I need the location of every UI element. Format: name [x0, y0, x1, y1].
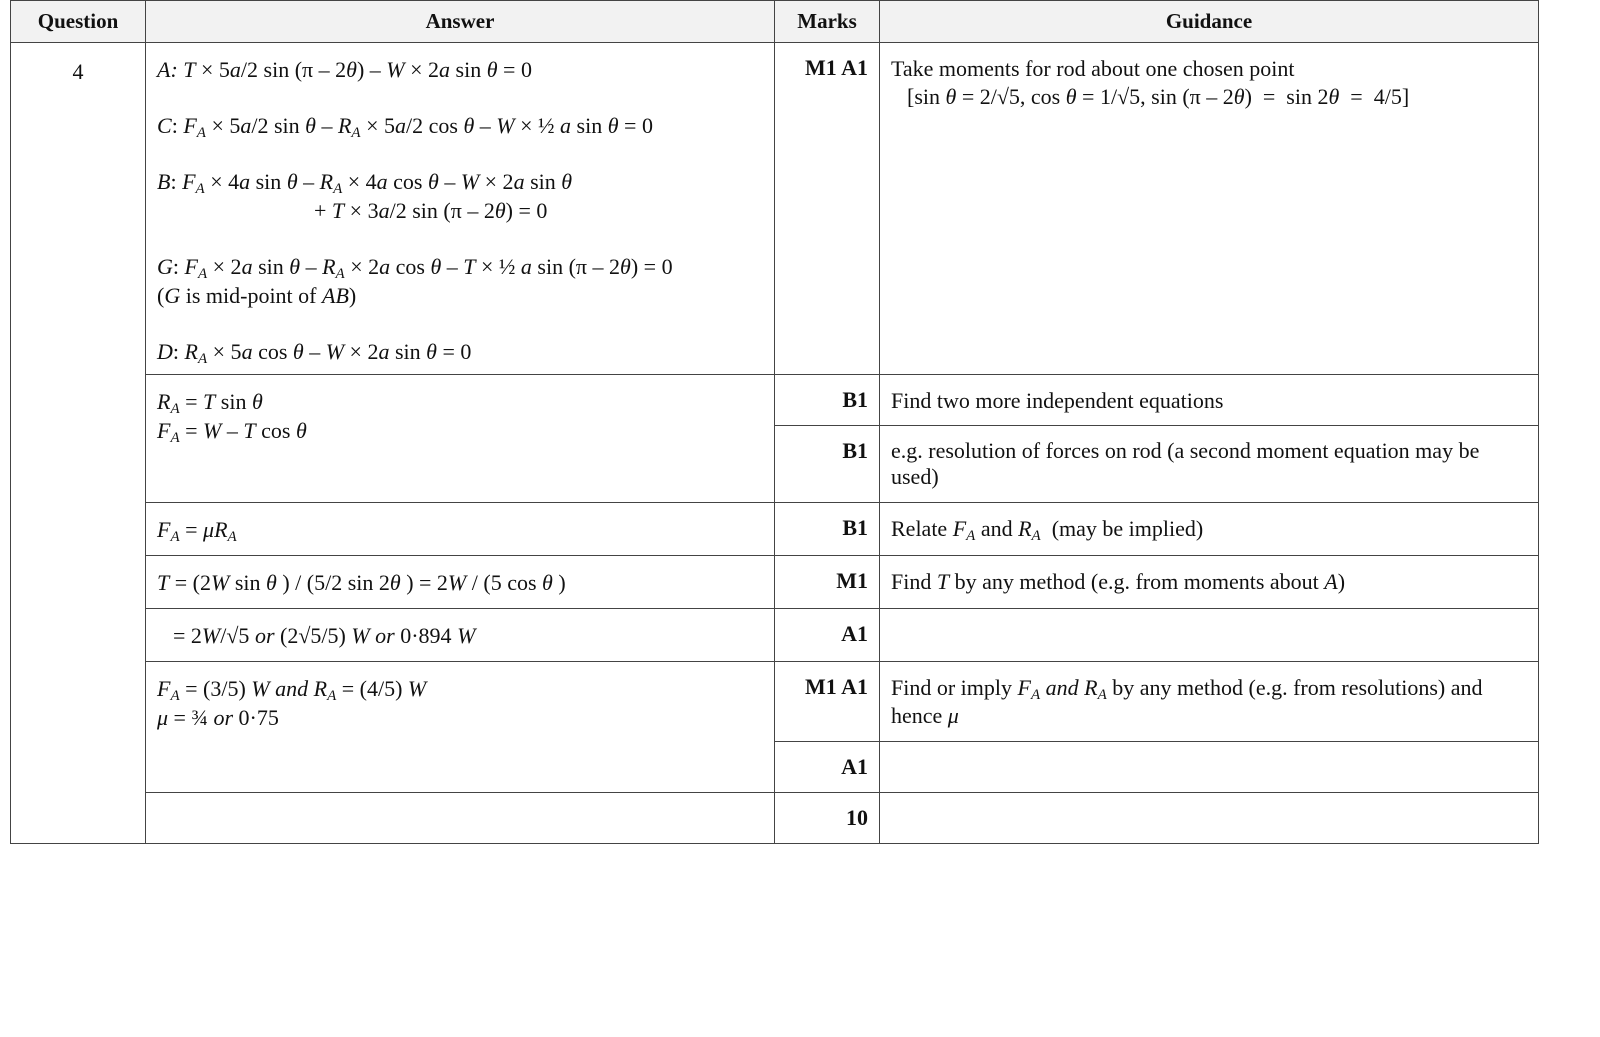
marks-m1-t: M1 — [775, 556, 880, 609]
answer-t: T = (2W sin θ ) / (5/2 sin 2θ ) = 2W / (5 cos θ ) — [146, 556, 775, 609]
guidance-resolution: e.g. resolution of forces on rod (a second moment equation may be used) — [880, 426, 1539, 503]
moment-d-equation: D: $R_A \times 5a$ cos θ – W × 2a sin θ = 0 — [157, 339, 472, 367]
answer-t-value: = 2W/√5 or (2√5/5) W or 0·894 W — [146, 609, 775, 662]
answer-empty — [146, 793, 775, 844]
answer-friction: $F_A = \mu R_A$ — [146, 503, 775, 556]
guidance-empty — [880, 609, 1539, 662]
table-row — [11, 375, 1539, 426]
marks-a1-t: A1 — [775, 609, 880, 662]
final-forces: $F_A = (3/5)$ W and $R_A = (4/5)$ W — [157, 676, 427, 704]
guidance-moments-line1: Take moments for rod about one chosen point — [891, 56, 1295, 81]
guidance-empty — [880, 742, 1539, 793]
marks-total: 10 — [775, 793, 880, 844]
marks-m1-final: M1 A1 — [775, 662, 880, 742]
mark-scheme-table — [10, 0, 1539, 844]
guidance-find-t: Find T by any method (e.g. from moments about A) — [880, 556, 1539, 609]
header-row — [11, 1, 1539, 43]
final-mu: μ = ¾ or 0·75 — [157, 705, 279, 730]
moment-b-equation: B: $F_A \times 4a$ $\sin \theta - R_A \times 4a$ cos θ – W × 2a sin θ — [157, 169, 573, 197]
table-row — [11, 662, 1539, 742]
header-answer: Answer — [146, 1, 775, 43]
guidance-find-mu: Find or imply $F_A$ and $R_A$ by any method (e.g. from resolutions) and hence μ — [880, 662, 1539, 742]
guidance-relate: Relate $F_A$ and $R_A$ (may be implied) — [880, 503, 1539, 556]
marks-b1-first: B1 — [775, 375, 880, 426]
answer-final — [146, 662, 775, 793]
table-row — [11, 609, 1539, 662]
answer-moments — [146, 43, 775, 375]
moment-b-equation-cont: + T × 3a/2 sin (π – 2θ) = 0 — [314, 198, 548, 223]
marks-moments: M1 A1 — [775, 43, 880, 375]
marks-b1-third: B1 — [775, 503, 880, 556]
answer-resolutions — [146, 375, 775, 503]
table-row — [11, 43, 1539, 375]
guidance-empty — [880, 793, 1539, 844]
table-row — [11, 503, 1539, 556]
moment-g-note: (G is mid-point of AB) — [157, 283, 357, 308]
guidance-moments-line2: [sin θ = 2/√5, cos θ = 1/√5, sin (π – 2θ) = sin 2θ = 4/5] — [907, 84, 1410, 109]
fa-equation: $F_A = W - T$ cos θ — [157, 418, 307, 446]
marks-a1-final: A1 — [775, 742, 880, 793]
table-row — [11, 793, 1539, 844]
moment-g-equation: G: $F_A \times 2a$ $\sin \theta - R_A \times 2a$ cos θ – T × ½ a sin (π – 2θ) = 0 — [157, 254, 673, 282]
question-number: 4 — [11, 43, 146, 844]
table-row — [11, 556, 1539, 609]
guidance-moments — [880, 43, 1539, 375]
ra-equation: $R_A = T$ sin θ — [157, 389, 263, 417]
header-marks: Marks — [775, 1, 880, 43]
moment-c-equation: C: $F_A \times 5a/2$ $\sin \theta - R_A \times 5a/2$ cos θ – W × ½ a sin θ = 0 — [157, 113, 653, 141]
moment-a-equation: A: T × 5a/2 sin (π – 2θ) – W × 2a sin θ = 0 — [157, 57, 532, 82]
marks-b1-second: B1 — [775, 426, 880, 503]
header-question: Question — [11, 1, 146, 43]
guidance-independent-equations: Find two more independent equations — [880, 375, 1539, 426]
header-guidance: Guidance — [880, 1, 1539, 43]
